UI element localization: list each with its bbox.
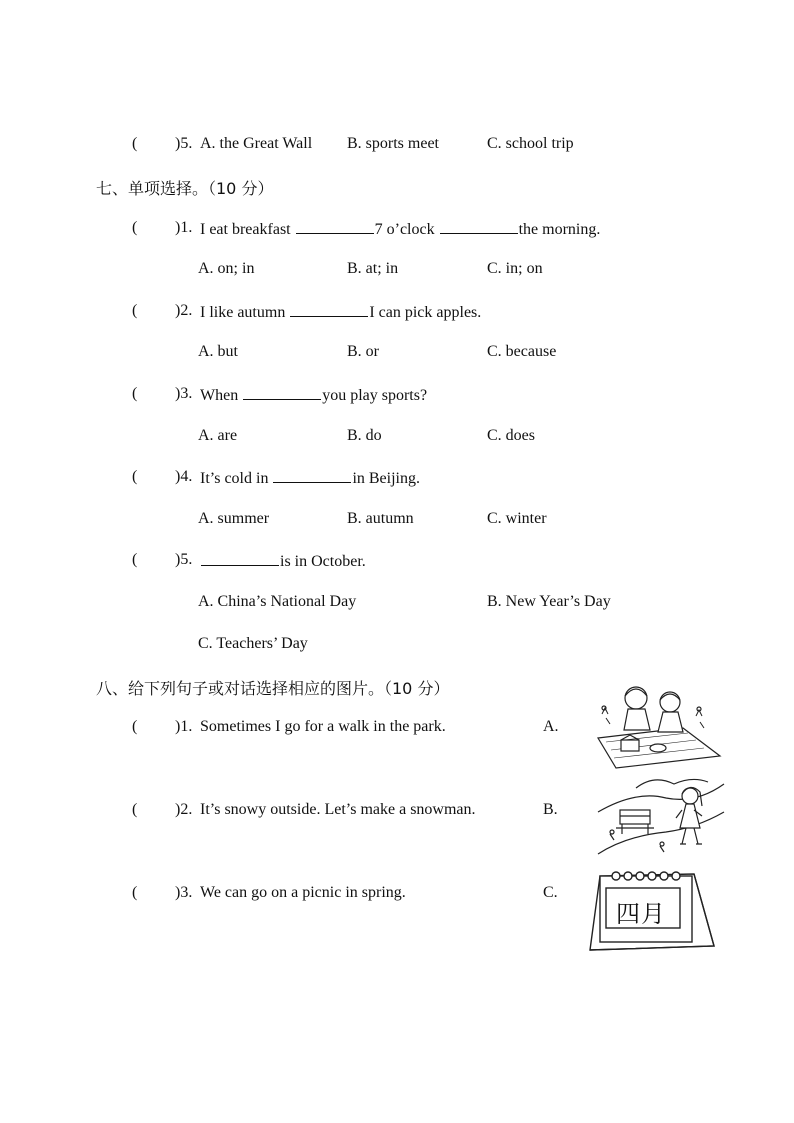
picture-letter: A.: [543, 718, 559, 735]
option-a: A. China’s National Day: [198, 593, 357, 610]
paren-open: (: [132, 884, 138, 901]
text-after: is in October.: [280, 553, 366, 570]
paren-open: (: [132, 718, 138, 735]
question-number: )1.: [175, 219, 193, 236]
question-text: It’s snowy outside. Let’s make a snowman.: [200, 801, 476, 818]
option-a: A. the Great Wall: [200, 135, 313, 152]
paren-open: (: [132, 385, 138, 402]
text-after: you play sports?: [322, 387, 428, 404]
calendar-month-label: 四月: [616, 900, 666, 928]
question-text: Sometimes I go for a walk in the park.: [200, 718, 446, 735]
question-text: [200, 551, 366, 571]
answer-blank[interactable]: [201, 551, 279, 566]
text-before: It’s cold in: [200, 470, 273, 487]
paren-open: (: [132, 219, 138, 236]
answer-blank[interactable]: [290, 302, 368, 317]
option-b: B. or: [347, 343, 379, 360]
option-b: B. at; in: [347, 260, 399, 277]
question-number: )5.: [175, 551, 193, 568]
park-walk-picture: [596, 770, 726, 858]
option-c: C. Teachers’ Day: [198, 635, 308, 652]
picture-letter: C.: [543, 884, 558, 901]
question-text: [200, 302, 481, 322]
question-number: )5.: [175, 135, 193, 152]
text-after: in Beijing.: [352, 470, 420, 487]
option-b: B. do: [347, 427, 382, 444]
text-before: I like autumn: [200, 304, 290, 321]
text-after: the morning.: [518, 221, 601, 238]
question-number: )4.: [175, 468, 193, 485]
section-8-title: 八、给下列句子或对话选择相应的图片。（10 分）: [96, 679, 450, 698]
option-a: A. are: [198, 427, 238, 444]
paren-open: (: [132, 135, 138, 152]
question-text: We can go on a picnic in spring.: [200, 884, 406, 901]
option-a: A. but: [198, 343, 238, 360]
answer-blank[interactable]: [273, 468, 351, 483]
option-c: C. school trip: [487, 135, 574, 152]
question-number: )3.: [175, 385, 193, 402]
option-c: C. in; on: [487, 260, 543, 277]
question-text: [200, 219, 600, 239]
option-c: C. does: [487, 427, 535, 444]
question-number: )3.: [175, 884, 193, 901]
question-text: [200, 468, 420, 488]
answer-blank[interactable]: [296, 219, 374, 234]
paren-open: (: [132, 468, 138, 485]
text-after: I can pick apples.: [369, 304, 482, 321]
question-text: [200, 385, 427, 405]
option-b: B. autumn: [347, 510, 414, 527]
paren-open: (: [132, 801, 138, 818]
text-before: I eat breakfast: [200, 221, 295, 238]
answer-blank[interactable]: [440, 219, 518, 234]
picture-letter: B.: [543, 801, 558, 818]
option-c: C. because: [487, 343, 557, 360]
option-c: C. winter: [487, 510, 547, 527]
section-7-title: 七、单项选择。（10 分）: [96, 179, 274, 198]
question-number: )2.: [175, 302, 193, 319]
question-number: )1.: [175, 718, 193, 735]
answer-blank[interactable]: [243, 385, 321, 400]
question-number: )2.: [175, 801, 193, 818]
option-b: B. New Year’s Day: [487, 593, 611, 610]
paren-open: (: [132, 302, 138, 319]
text-middle: 7 o’clock: [374, 221, 439, 238]
option-b: B. sports meet: [347, 135, 439, 152]
paren-open: (: [132, 551, 138, 568]
option-a: A. on; in: [198, 260, 255, 277]
text-before: When: [200, 387, 243, 404]
picnic-girls-picture: [588, 678, 723, 770]
option-a: A. summer: [198, 510, 270, 527]
